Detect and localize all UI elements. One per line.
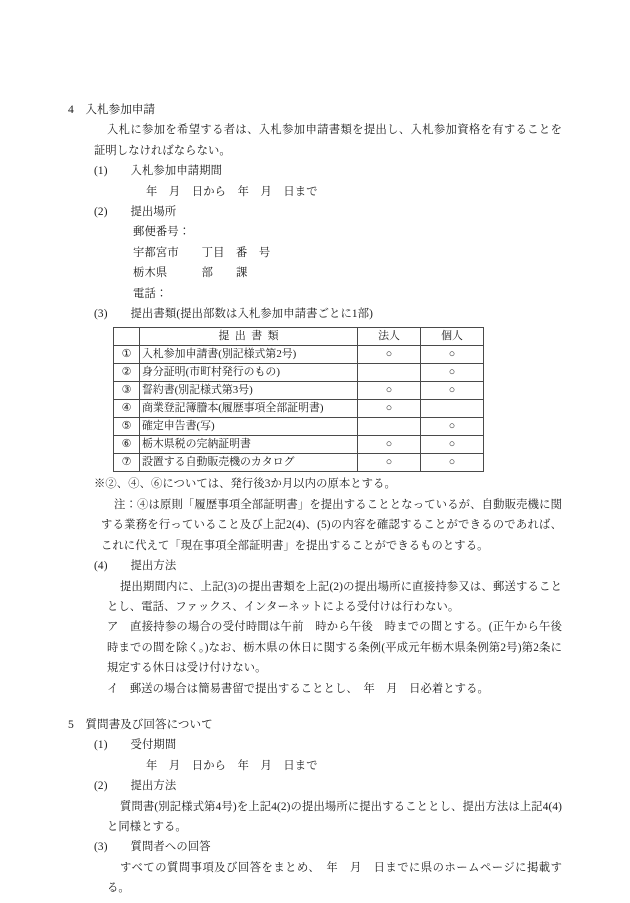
section-5-item-2-heading <box>94 776 562 796</box>
section-4-item-1-period: 年 月 日から 年 月 日まで <box>146 185 318 198</box>
row-number: ① <box>114 346 140 364</box>
row-corporation-mark: ○ <box>358 436 421 454</box>
section-4-item-1-title: 入札参加申請期間 <box>130 165 223 178</box>
section-4-item-3-label: (3) <box>94 308 108 321</box>
row-individual-mark: ○ <box>421 364 484 382</box>
section-5-item-3-heading <box>94 837 562 857</box>
section-4-item-4-body: 提出期間内に、上記(3)の提出書類を上記(2)の提出場所に直接持参又は、郵送することとし、電話、ファックス、インターネットによる受付けは行わない。 <box>107 580 562 613</box>
sub-a-text: 直接持参の場合の受付時間は午前 時から午後 時までの間とする。(正午から午後 時までの間を除く。)なお、栃木県の休日に関する条例(平成元年栃木県条例第2号)第2条に規定する休日は受け付けない。 <box>107 621 574 675</box>
section-4-item-2-title: 提出場所 <box>130 206 177 219</box>
row-corporation-mark: ○ <box>358 346 421 364</box>
section-4-item-1-label: (1) <box>94 165 108 178</box>
section-4-item-1-heading <box>94 161 562 181</box>
table-row <box>114 400 484 418</box>
row-number: ⑦ <box>114 454 140 472</box>
row-number: ③ <box>114 382 140 400</box>
row-number: ④ <box>114 400 140 418</box>
section-4-sub-a <box>107 617 574 678</box>
header-cell-corporation: 法人 <box>358 328 421 346</box>
row-document-name: 商業登記簿謄本(履歴事項全部証明書) <box>140 400 358 418</box>
section-5-item-3-body: すべての質問事項及び回答をまとめ、 年 月 日までに県のホームページに掲載する。 <box>107 861 562 895</box>
table-row <box>114 436 484 454</box>
row-corporation-mark <box>358 364 421 382</box>
section-5-item-2-title: 提出方法 <box>130 780 177 793</box>
row-individual-mark: ○ <box>421 382 484 400</box>
row-individual-mark: ○ <box>421 454 484 472</box>
table-body <box>114 346 484 472</box>
table-header-row <box>114 328 484 346</box>
sub-i-marker: イ <box>107 682 119 695</box>
section-4-item-4-title: 提出方法 <box>130 560 177 573</box>
row-individual-mark: ○ <box>421 346 484 364</box>
postal-code-line: 郵便番号： <box>133 226 191 239</box>
section-4-lead-paragraph: 入札に参加を希望する者は、入札参加申請書類を提出し、入札参加資格を有することを証明しなければならない。 <box>94 124 562 157</box>
section-5-item-1-heading <box>94 735 562 755</box>
section-5-item-3-title: 質問者への回答 <box>130 841 211 854</box>
row-corporation-mark: ○ <box>358 454 421 472</box>
section-4-title: 入札参加申請 <box>85 103 155 116</box>
table-row <box>114 364 484 382</box>
section-5-item-1-label: (1) <box>94 739 108 752</box>
section-4-item-2-label: (2) <box>94 206 108 219</box>
section-4-heading <box>68 100 562 120</box>
table-row <box>114 382 484 400</box>
row-corporation-mark: ○ <box>358 400 421 418</box>
row-number: ② <box>114 364 140 382</box>
row-corporation-mark <box>358 418 421 436</box>
telephone-line: 電話： <box>133 287 168 300</box>
section-4-item-2-heading <box>94 202 562 222</box>
section-5-item-1-title: 受付期間 <box>130 739 177 752</box>
row-individual-mark <box>421 400 484 418</box>
section-5-item-1-period: 年 月 日から 年 月 日まで <box>146 759 318 772</box>
row-number: ⑥ <box>114 436 140 454</box>
section-5-number: 5 <box>68 717 74 731</box>
section-gap <box>68 699 562 715</box>
row-document-name: 栃木県税の完納証明書 <box>140 436 358 454</box>
section-5-item-3-label: (3) <box>94 841 108 854</box>
table-row <box>114 418 484 436</box>
row-corporation-mark: ○ <box>358 382 421 400</box>
row-document-name: 入札参加申請書(別記様式第2号) <box>140 346 358 364</box>
table-note-chu: 注：④は原則「履歴事項全部証明書」を提出することとなっているが、自動販売機に関する業務を行っていること及び上記2(4)、(5)の内容を確認することができるのであれば、これに代えて「現在事項全部証明書」を提出することができるものとする。 <box>101 498 562 552</box>
section-4-item-3-heading <box>94 304 562 324</box>
section-5-item-2-body: 質問書(別記様式第4号)を上記4(2)の提出場所に提出することとし、提出方法は上記4(4)と同様とする。 <box>107 800 562 833</box>
row-document-name: 設置する自動販売機のカタログ <box>140 454 358 472</box>
section-4-item-4-label: (4) <box>94 560 108 573</box>
section-5-heading <box>68 715 562 735</box>
row-document-name: 身分証明(市町村発行のもの) <box>140 364 358 382</box>
header-cell-number <box>114 328 140 346</box>
section-4-item-4-heading <box>94 556 562 576</box>
table-row <box>114 454 484 472</box>
document-body <box>68 100 574 899</box>
section-4-number: 4 <box>68 103 74 116</box>
table-row <box>114 346 484 364</box>
section-5-title: 質問書及び回答について <box>85 717 213 731</box>
header-cell-individual: 個人 <box>421 328 484 346</box>
section-5-item-2-label: (2) <box>94 780 108 793</box>
section-4-item-3-title: 提出書類(提出部数は入札参加申請書ごとに1部) <box>130 308 374 321</box>
row-individual-mark: ○ <box>421 436 484 454</box>
row-document-name: 確定申告書(写) <box>140 418 358 436</box>
section-4-sub-i <box>107 679 562 699</box>
row-document-name: 誓約書(別記様式第3号) <box>140 382 358 400</box>
city-address-line: 宇都宮市 丁目 番 号 <box>133 246 271 259</box>
row-number: ⑤ <box>114 418 140 436</box>
header-cell-document-type: 提出書類 <box>140 328 358 346</box>
submission-documents-table <box>113 327 484 472</box>
sub-i-text: 郵送の場合は簡易書留で提出することとし、 年 月 日必着とする。 <box>129 682 489 695</box>
row-individual-mark: ○ <box>421 418 484 436</box>
table-note-asterisk: ※②、④、⑥については、発行後3か月以内の原本とする。 <box>94 478 396 491</box>
submission-documents-table-wrap <box>113 327 562 472</box>
department-line: 栃木県 部 課 <box>133 267 248 280</box>
sub-a-marker: ア <box>107 621 119 634</box>
